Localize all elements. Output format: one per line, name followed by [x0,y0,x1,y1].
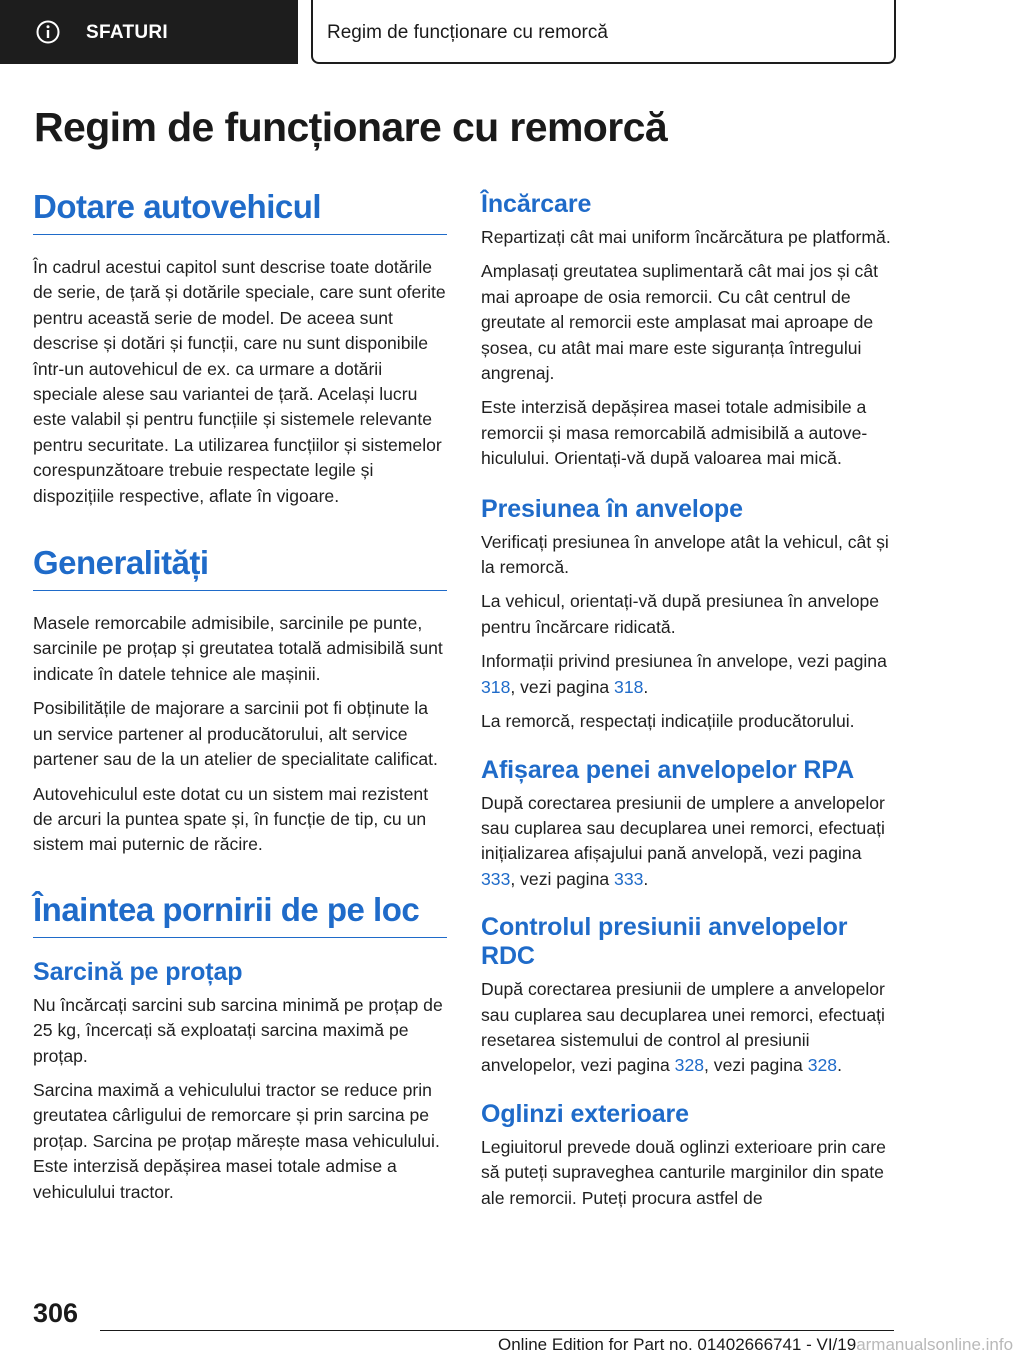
page-link-318[interactable]: 318 [614,676,644,697]
paragraph: Masele remorcabile admisibile, sarcinile pe punte, sarcinile pe proțap și greutatea totală admisibilă sunt indicate în datele tehnice ale mașinii. [33,613,443,684]
heading-generalitati: Generalități [33,544,447,591]
page-link-318[interactable]: 318 [481,676,511,697]
paragraph: Repartizați cât mai uniform încărcătura pe platformă. [481,227,891,247]
paragraph: Amplasați greutatea suplimentară cât mai jos și cât mai aproape de osia remorcii. Cu cât centrul de greutate al remorcii este amplasat mai aproape de șosea, cu atât mai mare este siguranța întregului angrenaj. [481,261,879,384]
heading-dotare-autovehicul: Dotare autovehicul [33,188,447,235]
page-title: Regim de funcționare cu remorcă [34,104,668,150]
paragraph: Nu încărcați sarcini sub sarcina minimă pe proțap de 25 kg, încercați să exploatați sarcina maximă pe proțap. [33,994,443,1066]
paragraph: Este interzisă depășirea masei totale admisibile a remorcii și masa remorcabilă admisibilă a autovehiculului. Orientați-vă după valoarea mai mică. [481,397,868,469]
page-link-328[interactable]: 328 [674,1055,705,1076]
paragraph: Autovehiculul este dotat cu un sistem mai rezistent de arcuri la puntea spate și, în funcție de tip, cu un sistem mai puternic de răcire. [33,783,429,855]
heading-incarcare: Încărcare [481,190,592,218]
section-label: SFATURI [86,22,168,43]
watermark: armanualsonline.info [856,1335,1013,1354]
paragraph: La remorcă, respectați indicațiile producătorului. [481,711,855,732]
heading-sarcina-pe-protap: Sarcină pe proțap [33,957,243,986]
heading-presiunea-in-anvelope: Presiunea în anvelope [481,494,743,523]
paragraph: La vehicul, orientați-vă după presiunea în anvelope pentru încărcare ridicată. [481,591,880,637]
paragraph-with-links: Informații privind presiunea în anvelope, vezi pagina 318, vezi pagina 318. [481,651,887,697]
paragraph: Sarcina maximă a vehiculului tractor se reduce prin greutatea cârligului de remorcare și prin sarcina pe proțap. Sarcina pe proțap mărește masa vehiculului. Este interzisă depășirea masei totale admise a vehiculului tractor. [33,1079,440,1202]
page-link-333[interactable]: 333 [614,868,644,889]
paragraph-with-links: După corectarea presiunii de umplere a anvelopelor sau cuplarea sau decuplarea unei remorci, efectuați inițializarea afișajului pană anvelopă, vezi pagina 333, vezi pagina 333. [481,792,885,889]
paragraph: Verificați presiunea în anvelope atât la vehicul, cât și la remorcă. [481,531,889,578]
heading-oglinzi-exterioare: Oglinzi exterioare [481,1099,689,1128]
paragraph: Posibilitățile de majorare a sarcinii pot fi obținute la un service partener al producătorului, alt service partener sau de la un atelier de specialitate calificat. [33,698,438,770]
paragraph: Legiuitorul prevede două oglinzi exterioare prin care să puteți supraveghea canturile marginilor din spate ale remorcii. Puteți procura astfel de [481,1136,886,1208]
page-link-328[interactable]: 328 [807,1055,838,1076]
header-section-tab[interactable] [0,0,298,64]
right-column [481,190,895,1220]
heading-controlul-presiunii-rdc: Controlul presiunii anvelopelor RDC [481,913,848,971]
heading-inaintea-pornirii: Înaintea pornirii de pe loc [33,891,447,938]
chapter-header [311,0,896,64]
left-column [33,188,447,1214]
footer-divider [100,1330,894,1331]
paragraph: În cadrul acestui capitol sunt descrise toate dotările de serie, de țară și dotările speciale, care sunt oferite pentru această serie de model. De aceea sunt descrise și dotări și funcții, care nu sunt disponibile într-un autovehicul de ex. ca urmare a dotării speciale alese sau variantei de țară. Același lucru este valabil și pentru funcțiile și sistemele relevante pentru securitate. La utilizarea funcțiilor și sistemelor corespunzătoare trebuie respectate legile și dispozițiile respective, aflate în vigoare. [33,257,446,506]
page-link-333[interactable]: 333 [481,868,511,889]
chapter-title: Regim de funcționare cu remorcă [327,22,608,43]
heading-afisarea-penei-rpa: Afișarea penei anvelopelor RPA [481,755,855,784]
page-number: 306 [33,1298,79,1328]
footer-edition: Online Edition for Part no. 01402666741 - VI/19armanualsonline.info [498,1335,1013,1354]
info-circle-icon [36,20,60,44]
paragraph-with-links: După corectarea presiunii de umplere a anvelopelor sau cuplarea sau decuplarea unei remorci, efectuați resetarea sistemului de control al presiunii anvelopelor, vezi pagina 328, vezi pagina 328. [481,979,885,1076]
